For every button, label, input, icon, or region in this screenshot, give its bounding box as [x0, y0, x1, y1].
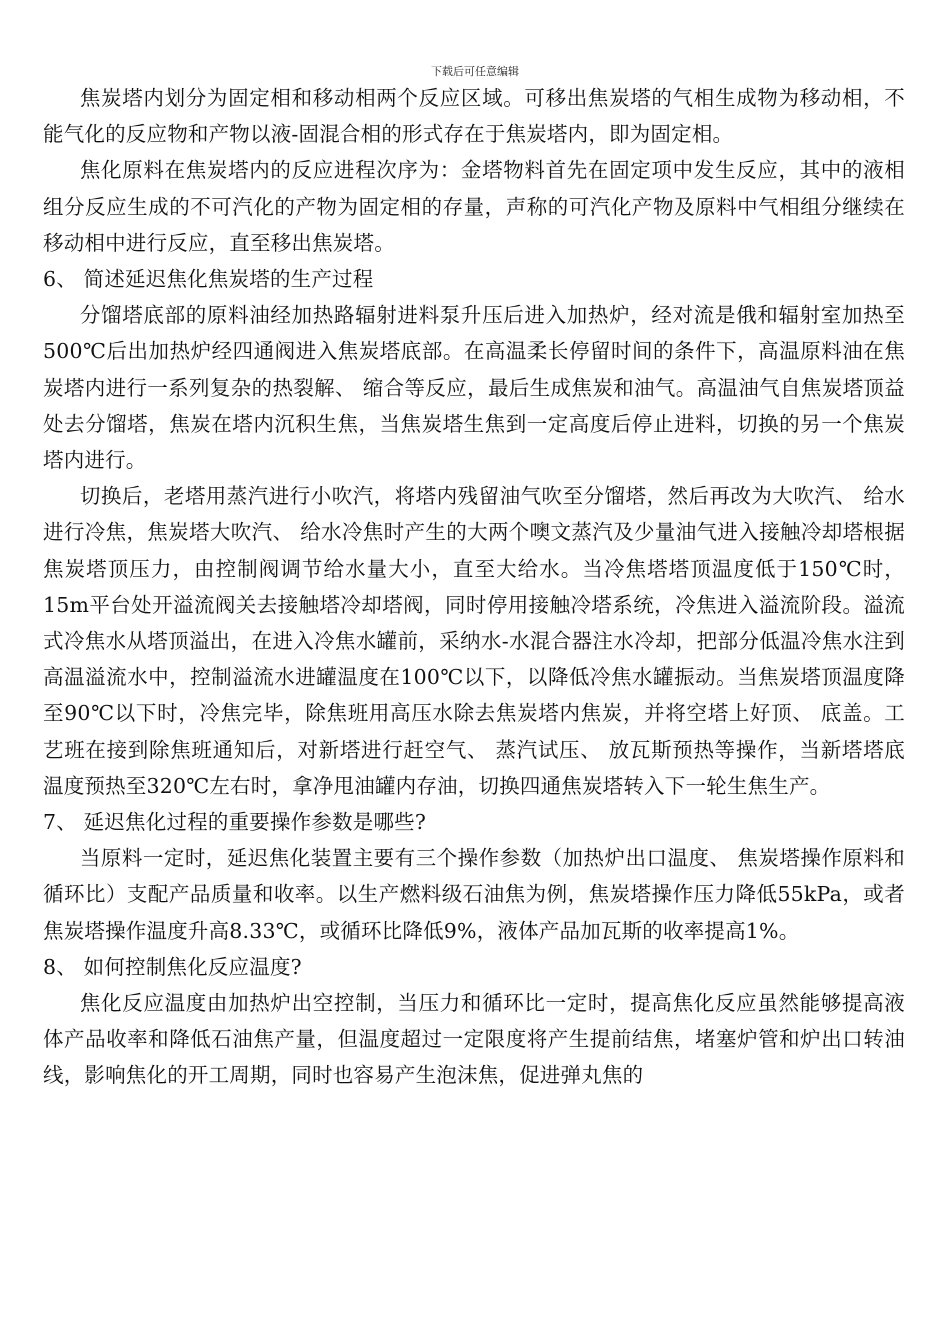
paragraph-phases: 焦炭塔内划分为固定相和移动相两个反应区域。可移出焦炭塔的气相生成物为移动相，不能气化的反应物和产物以液-固混合相的形式存在于焦炭塔内，即为固定相。 — [43, 86, 905, 147]
paragraph-operating-parameters: 当原料一定时，延迟焦化装置主要有三个操作参数（加热炉出口温度、 焦炭塔操作原料和循环比）支配产品质量和收率。以生产燃料级石油焦为例，焦炭塔操作压力降低55kPa，或者焦炭塔操作温度升高8.33℃，或循环比降低9%，液体产品加瓦斯的收率提高1%。 — [43, 846, 905, 943]
question-7-heading: 7、 延迟焦化过程的重要操作参数是哪些? — [43, 810, 427, 835]
paragraph-temperature-control: 焦化反应温度由加热炉出空控制，当压力和循环比一定时，提高焦化反应虽然能够提高液体产品收率和降低石油焦产量，但温度超过一定限度将产生提前结焦，堵塞炉管和炉出口转油线，影响焦化的开工周期，同时也容易产生泡沫焦，促进弹丸焦的 — [43, 991, 905, 1088]
page-header: 下载后可任意编辑 — [431, 65, 519, 78]
question-6-heading: 6、 简述延迟焦化焦炭塔的生产过程 — [43, 267, 374, 292]
question-8-heading: 8、 如何控制焦化反应温度? — [43, 954, 302, 979]
document-body — [43, 80, 905, 1094]
paragraph-reaction-sequence: 焦化原料在焦炭塔内的反应进程次序为：金塔物料首先在固定项中发生反应，其中的液相组分反应生成的不可汽化的产物为固定相的存量，声称的可汽化产物及原料中气相组分继续在移动相中进行反应，直至移出焦炭塔。 — [43, 158, 905, 255]
paragraph-switch-cooling: 切换后，老塔用蒸汽进行小吹汽，将塔内残留油气吹至分馏塔，然后再改为大吹汽、 给水进行冷焦，焦炭塔大吹汽、 给水冷焦时产生的大两个噢文蒸汽及少量油气进入接触冷却塔根据焦炭塔顶压力，由控制阀调节给水量大小，直至大给水。当冷焦塔塔顶温度低于150℃时，15m平台处开溢流阀关去接触塔冷却塔阀，同时停用接触冷塔系统，冷焦进入溢流阶段。溢流式冷焦水从塔顶溢出，在进入冷焦水罐前，采纳水-水混合器注水冷却，把部分低温冷焦水注到高温溢流水中，控制溢流水进罐温度在100℃以下，以降低冷焦水罐振动。当焦炭塔顶温度降至90℃以下时，冷焦完毕，除焦班用高压水除去焦炭塔内焦炭，并将空塔上好顶、 底盖。工艺班在接到除焦班通知后，对新塔进行赶空气、 蒸汽试压、 放瓦斯预热等操作，当新塔塔底温度预热至320℃左右时，拿净甩油罐内存油，切换四通焦炭塔转入下一轮生焦生产。 — [43, 484, 905, 798]
paragraph-production-process: 分馏塔底部的原料油经加热路辐射进料泵升压后进入加热炉，经对流是俄和辐射室加热至500℃后出加热炉经四通阀进入焦炭塔底部。在高温柔长停留时间的条件下，高温原料油在焦炭塔内进行一系列复杂的热裂解、 缩合等反应，最后生成焦炭和油气。高温油气自焦炭塔顶益处去分馏塔，焦炭在塔内沉积生焦，当焦炭塔生焦到一定高度后停止进料，切换的另一个焦炭塔内进行。 — [43, 303, 905, 473]
